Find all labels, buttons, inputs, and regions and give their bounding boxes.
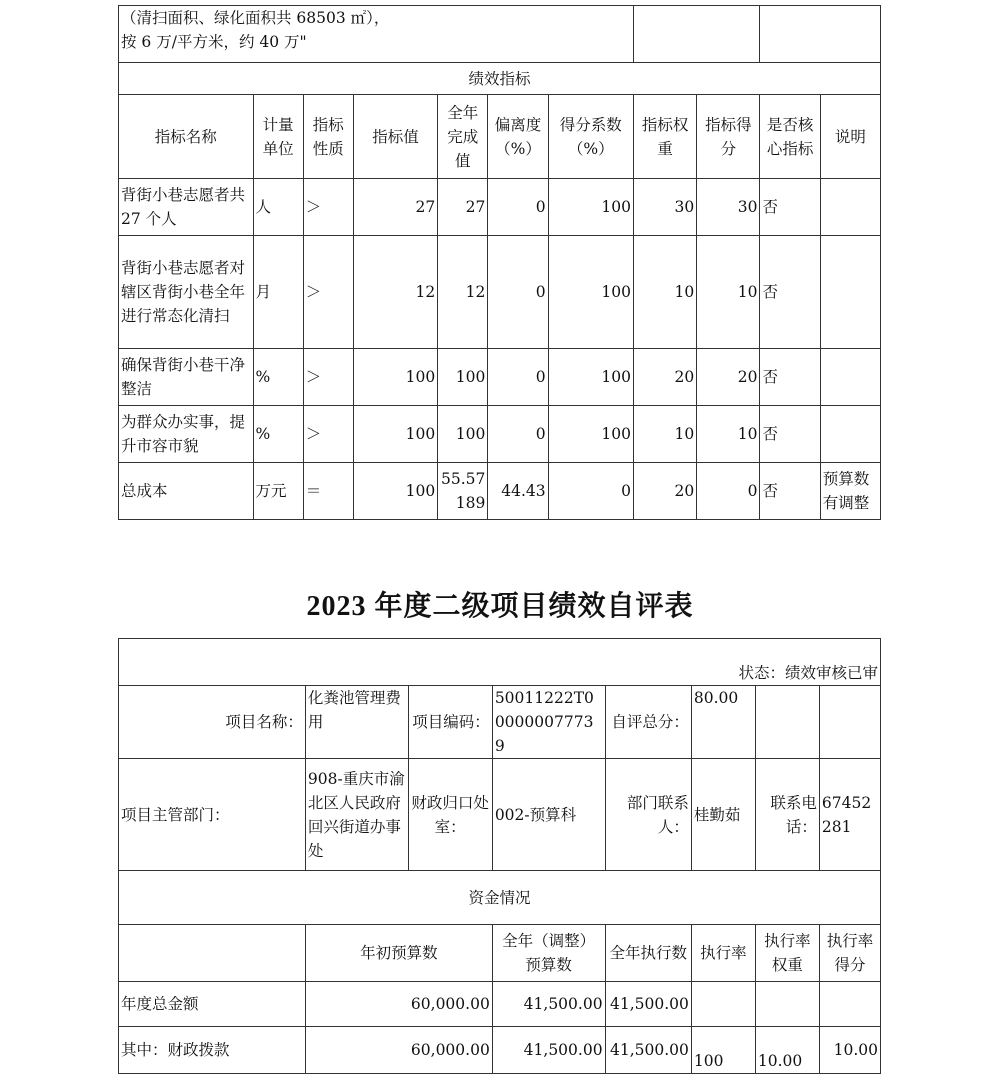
cell-deviation: 0 — [488, 406, 548, 463]
header-core: 是否核心指标 — [760, 95, 820, 179]
header-rate: 执行率 — [691, 925, 755, 982]
cell-weight: 20 — [634, 463, 697, 520]
phone-label: 联系电话： — [755, 759, 819, 871]
cell-name: 背街小巷志愿者对辖区背街小巷全年进行常态化清扫 — [119, 236, 254, 349]
cell-nature: ＞ — [303, 236, 353, 349]
project-table — [118, 638, 881, 1074]
self-score-value: 80.00 — [691, 686, 755, 759]
header-rate-score: 执行率得分 — [819, 925, 880, 982]
cell-core: 否 — [760, 179, 820, 236]
fund-rate-weight — [755, 982, 819, 1027]
header-completed: 全年完成值 — [438, 95, 488, 179]
cell-unit: % — [253, 349, 303, 406]
cell-note — [820, 236, 880, 349]
cell-coefficient: 100 — [548, 349, 633, 406]
status-text: 状态：绩效审核已审 — [119, 639, 881, 686]
cell-coefficient: 0 — [548, 463, 633, 520]
fund-adjusted: 41,500.00 — [492, 982, 605, 1027]
cell-weight: 10 — [634, 406, 697, 463]
cell-note — [820, 349, 880, 406]
cell-core: 否 — [760, 463, 820, 520]
carryover-line-1: （清扫面积、绿化面积共 68503 ㎡）， — [121, 9, 390, 27]
cell-weight: 30 — [634, 179, 697, 236]
table-row — [119, 982, 881, 1027]
cell-nature: ＝ — [303, 463, 353, 520]
header-deviation: 偏离度（%） — [488, 95, 548, 179]
cell-score: 10 — [697, 406, 760, 463]
header-value: 指标值 — [353, 95, 437, 179]
project-code-value: 50011222T000000077739 — [492, 686, 605, 759]
cell-value: 100 — [353, 463, 437, 520]
cell-name: 确保背街小巷干净整洁 — [119, 349, 254, 406]
fund-executed: 41,500.00 — [605, 1027, 691, 1074]
cell-note — [820, 179, 880, 236]
cell-core: 否 — [760, 236, 820, 349]
table-row — [119, 179, 881, 236]
cell-note — [820, 406, 880, 463]
header-rate-weight: 执行率权重 — [755, 925, 819, 982]
cell-deviation: 0 — [488, 349, 548, 406]
carryover-empty-2 — [760, 6, 881, 63]
cell-nature: ＞ — [303, 349, 353, 406]
cell-coefficient: 100 — [548, 406, 633, 463]
fund-initial: 60,000.00 — [305, 1027, 492, 1074]
cell-coefficient: 100 — [548, 179, 633, 236]
cell-deviation: 0 — [488, 236, 548, 349]
fund-row-label: 年度总金额 — [119, 982, 306, 1027]
header-initial: 年初预算数 — [305, 925, 492, 982]
cell-core: 否 — [760, 406, 820, 463]
fund-rate — [691, 982, 755, 1027]
cell-score: 20 — [697, 349, 760, 406]
header-weight: 指标权重 — [634, 95, 697, 179]
header-adjusted: 全年（调整）预算数 — [492, 925, 605, 982]
cell-score: 10 — [697, 236, 760, 349]
contact-value: 桂勤茹 — [691, 759, 755, 871]
header-note: 说明 — [820, 95, 880, 179]
table-row — [119, 349, 881, 406]
fund-adjusted: 41,500.00 — [492, 1027, 605, 1074]
empty-cell — [119, 925, 306, 982]
contact-label: 部门联系人： — [605, 759, 691, 871]
fund-executed: 41,500.00 — [605, 982, 691, 1027]
fund-row-label: 其中：财政拨款 — [119, 1027, 306, 1074]
header-coefficient: 得分系数（%） — [548, 95, 633, 179]
dept-label: 项目主管部门： — [119, 759, 306, 871]
cell-value: 100 — [353, 349, 437, 406]
indicator-table — [118, 5, 881, 520]
carryover-empty-1 — [634, 6, 760, 63]
header-unit: 计量单位 — [253, 95, 303, 179]
cell-name: 为群众办实事，提升市容市貌 — [119, 406, 254, 463]
fund-rate-score — [819, 982, 880, 1027]
cell-value: 12 — [353, 236, 437, 349]
fund-initial: 60,000.00 — [305, 982, 492, 1027]
table-row — [119, 463, 881, 520]
funds-title: 资金情况 — [119, 871, 881, 925]
carryover-line-2: 按 6 万/平方米，约 40 万" — [121, 33, 307, 51]
cell-completed: 100 — [438, 349, 488, 406]
cell-nature: ＞ — [303, 179, 353, 236]
cell-unit: 万元 — [253, 463, 303, 520]
dept-value: 908-重庆市渝北区人民政府回兴街道办事处 — [305, 759, 408, 871]
cell-nature: ＞ — [303, 406, 353, 463]
cell-value: 27 — [353, 179, 437, 236]
cell-name: 背街小巷志愿者共 27 个人 — [119, 179, 254, 236]
cell-score: 30 — [697, 179, 760, 236]
fund-rate-score: 10.00 — [819, 1027, 880, 1074]
cell-unit: 月 — [253, 236, 303, 349]
project-name-value: 化粪池管理费用 — [305, 686, 408, 759]
finance-value: 002-预算科 — [492, 759, 605, 871]
cell-completed: 12 — [438, 236, 488, 349]
empty-cell — [819, 686, 880, 759]
cell-unit: % — [253, 406, 303, 463]
section-title-indicators: 绩效指标 — [119, 63, 881, 95]
cell-deviation: 0 — [488, 179, 548, 236]
project-name-label: 项目名称： — [119, 686, 306, 759]
cell-note: 预算数有调整 — [820, 463, 880, 520]
project-code-label: 项目编码： — [408, 686, 492, 759]
finance-label: 财政归口处室： — [408, 759, 492, 871]
cell-value: 100 — [353, 406, 437, 463]
cell-core: 否 — [760, 349, 820, 406]
page-title: 2023 年度二级项目绩效自评表 — [306, 591, 694, 622]
table-row — [119, 406, 881, 463]
self-score-label: 自评总分： — [605, 686, 691, 759]
cell-coefficient: 100 — [548, 236, 633, 349]
cell-score: 0 — [697, 463, 760, 520]
table-row — [119, 236, 881, 349]
header-name: 指标名称 — [119, 95, 254, 179]
cell-completed: 55.57189 — [438, 463, 488, 520]
table-row — [119, 1027, 881, 1074]
cell-deviation: 44.43 — [488, 463, 548, 520]
cell-completed: 100 — [438, 406, 488, 463]
carryover-text — [119, 6, 634, 63]
cell-weight: 10 — [634, 236, 697, 349]
header-nature: 指标性质 — [303, 95, 353, 179]
phone-value: 67452281 — [819, 759, 880, 871]
cell-name: 总成本 — [119, 463, 254, 520]
fund-rate: 100 — [691, 1027, 755, 1074]
cell-completed: 27 — [438, 179, 488, 236]
cell-weight: 20 — [634, 349, 697, 406]
header-score: 指标得分 — [697, 95, 760, 179]
header-executed: 全年执行数 — [605, 925, 691, 982]
fund-rate-weight: 10.00 — [755, 1027, 819, 1074]
cell-unit: 人 — [253, 179, 303, 236]
empty-cell — [755, 686, 819, 759]
